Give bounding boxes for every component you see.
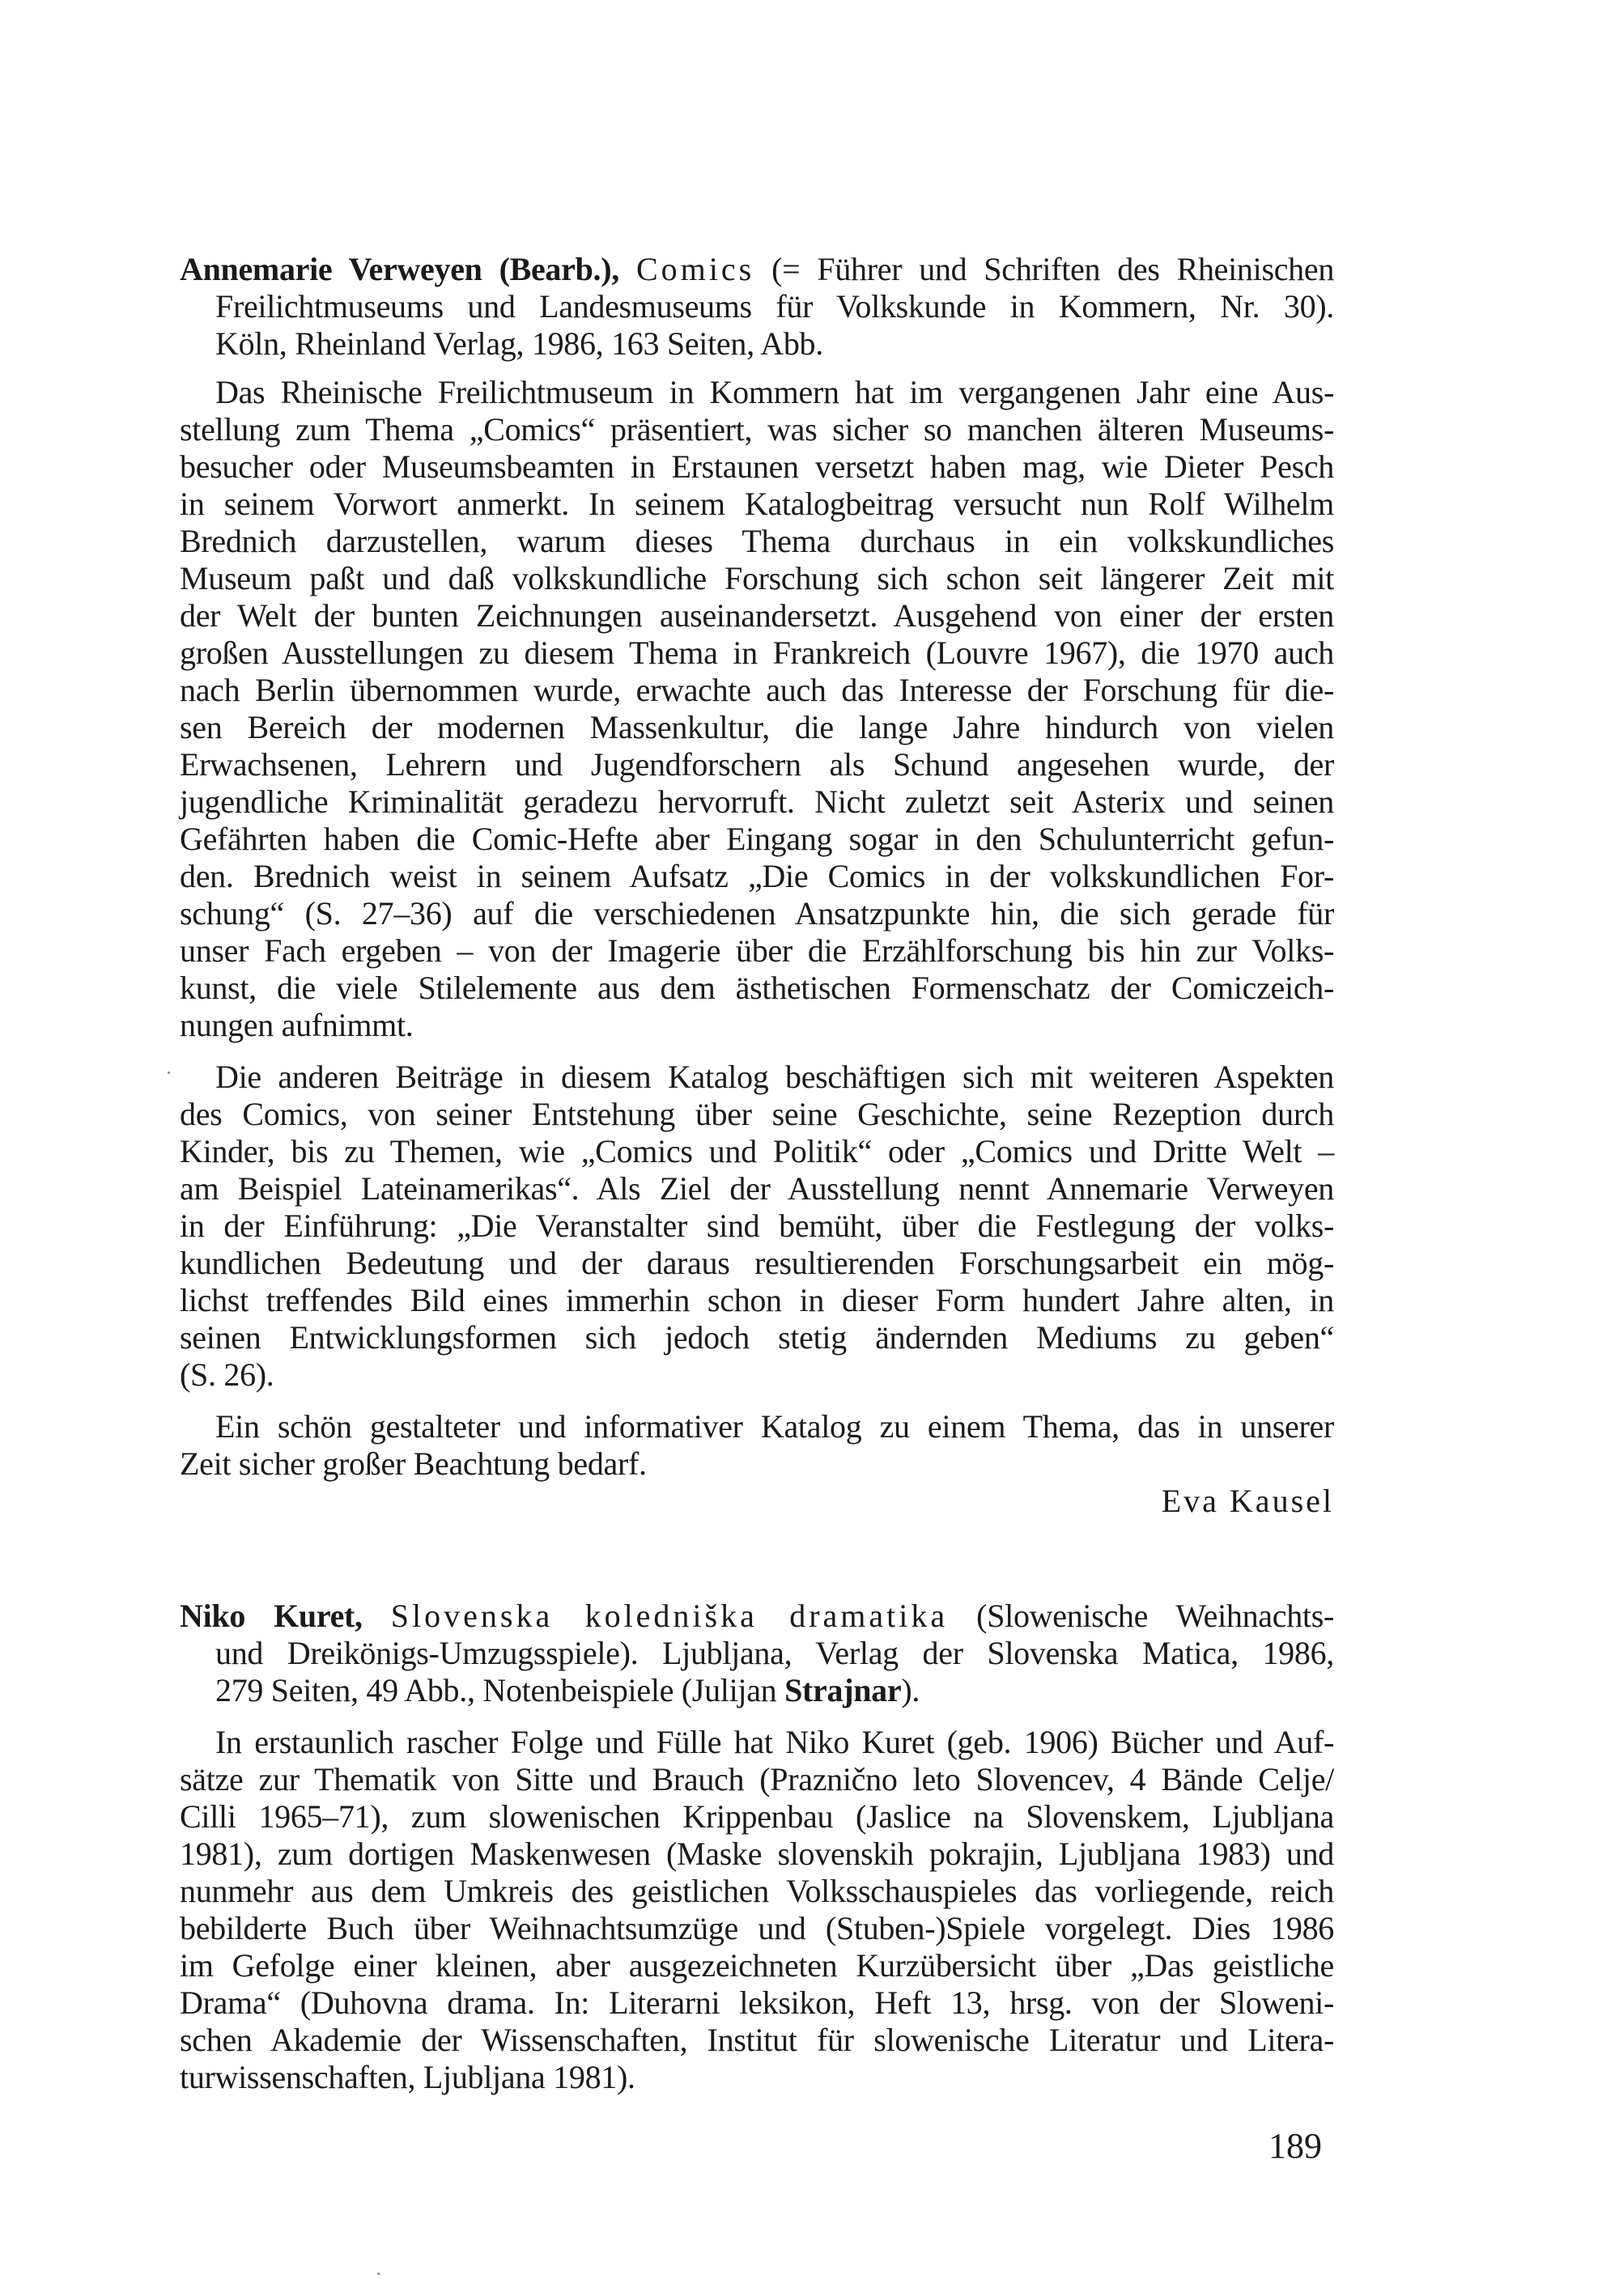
review-2-author: Niko Kuret, [180,1598,363,1634]
review-2-title: Slovenska koledniška dramatika [390,1598,949,1634]
text-line: nunmehr aus dem Umkreis des geistlichen Volksschauspieles das vorliegende, reich [180,1873,1334,1909]
review-1-heading-line-2: Freilichtmuseums und Landesmuseums für Volkskunde in Kommern, Nr. 30). [215,288,1334,325]
review-1 [180,251,1334,1520]
scan-speck [377,2273,380,2275]
review-1-author: Annemarie Verweyen (Bearb.), [180,251,619,287]
text-line: nungen aufnimmt. [180,1007,414,1043]
text-line: Ein schön gestalteter und informativer Katalog zu einem Thema, das in unserer [215,1408,1334,1445]
review-1-heading-line-1 [180,251,1334,288]
text-line: am Beispiel Lateinamerikas“. Als Ziel der Ausstellung nennt Annemarie Verweyen [180,1170,1334,1207]
text-line: schung“ (S. 27–36) auf die verschiedenen Ansatzpunkte hin, die sich gerade für [180,895,1334,932]
text-line: Kinder, bis zu Themen, wie „Comics und Politik“ oder „Comics und Dritte Welt – [180,1133,1334,1169]
text-line: Das Rheinische Freilichtmuseum in Kommern hat im vergangenen Jahr eine Aus- [215,374,1334,410]
review-1-paragraph-2 [180,1059,1334,1394]
text-line: Brednich darzustellen, warum dieses Thema durchaus in ein volkskundliches [180,523,1334,559]
review-2-paragraph-1 [180,1724,1334,2096]
text-line: im Gefolge einer kleinen, aber ausgezeichneten Kurzübersicht über „Das geistliche [180,1947,1334,1984]
text-line: unser Fach ergeben – von der Imagerie über die Erzählforschung bis hin zur Volks- [180,932,1334,969]
text-line: turwissenschaften, Ljubljana 1981). [180,2059,635,2095]
text-line: seinen Entwicklungsformen sich jedoch stetig ändernden Mediums zu geben“ [180,1319,1334,1356]
text-line: Gefährten haben die Comic-Hefte aber Eingang sogar in den Schulunterricht gefun- [180,821,1334,857]
text-line: Cilli 1965–71), zum slowenischen Krippenbau (Jaslice na Slovenskem, Ljubljana [180,1798,1334,1835]
text-line: bebilderte Buch über Weihnachtsumzüge und (Stuben-)Spiele vorgelegt. Dies 1986 [180,1910,1334,1946]
review-1-paragraph-1 [180,374,1334,1044]
review-2-heading-line-2: und Dreikönigs-Umzugsspiele). Ljubljana, Verlag der Slovenska Matica, 1986, [215,1635,1334,1671]
text-line: sen Bereich der modernen Massenkultur, die lange Jahre hindurch von vielen [180,709,1334,745]
page-number: 189 [1268,2126,1322,2166]
text-line: sätze zur Thematik von Sitte und Brauch (Praznično leto Slovencev, 4 Bände Celje/ [180,1761,1334,1797]
review-2-heading-rest: (Slowenische Weihnachts- [976,1598,1335,1634]
review-2-heading-line-1 [180,1598,1334,1635]
text-line: in der Einführung: „Die Veranstalter sind bemüht, über die Festlegung der volks- [180,1207,1334,1244]
review-2 [180,1598,1334,2096]
text-line: Drama“ (Duhovna drama. In: Literarni leksikon, Heft 13, hrsg. von der Sloweni- [180,1984,1334,2021]
text-line: der Welt der bunten Zeichnungen auseinandersetzt. Ausgehend von einer der ersten [180,597,1334,634]
text-line: kundlichen Bedeutung und der daraus resultierenden Forschungsarbeit ein mög- [180,1245,1334,1281]
text-line: nach Berlin übernommen wurde, erwachte auch das Interesse der Forschung für die- [180,672,1334,708]
review-1-title: Comics [635,251,755,287]
text-line: Die anderen Beiträge in diesem Katalog beschäftigen sich mit weiteren Aspekten [215,1059,1334,1095]
text-line: schen Akademie der Wissenschaften, Institut für slowenische Literatur und Litera- [180,2022,1334,2058]
review-1-paragraph-3 [180,1408,1334,1483]
text-line: jugendliche Kriminalität geradezu hervorruft. Nicht zuletzt seit Asterix und seinen [180,783,1334,820]
review-2-heading-line-3 [180,1672,1334,1709]
review-2-heading-line-3-pre: 279 Seiten, 49 Abb., Notenbeispiele (Julijan [215,1672,785,1708]
text-line: kunst, die viele Stilelemente aus dem ästhetischen Formenschatz der Comiczeich- [180,970,1334,1006]
text-line: In erstaunlich rascher Folge und Fülle hat Niko Kuret (geb. 1906) Bücher und Auf- [215,1724,1334,1760]
text-line: des Comics, von seiner Entstehung über seine Geschichte, seine Rezeption durch [180,1096,1334,1132]
text-line: lichst treffendes Bild eines immerhin schon in dieser Form hundert Jahre alten, in [180,1282,1334,1318]
scan-speck [168,1072,170,1074]
review-1-heading-line-3: Köln, Rheinland Verlag, 1986, 163 Seiten, Abb. [215,325,823,362]
text-line: 1981), zum dortigen Maskenwesen (Maske slovenskih pokrajin, Ljubljana 1983) und [180,1836,1334,1872]
text-line: besucher oder Museumsbeamten in Erstaunen versetzt haben mag, wie Dieter Pesch [180,448,1334,485]
review-2-heading-line-3-post: ). [901,1672,920,1708]
review-1-heading-rest: (= Führer und Schriften des Rheinischen [771,251,1335,287]
text-line: den. Brednich weist in seinem Aufsatz „Die Comics in der volkskundlichen For- [180,858,1334,894]
text-line: Erwachsenen, Lehrern und Jugendforschern als Schund angesehen wurde, der [180,746,1334,783]
text-line: großen Ausstellungen zu diesem Thema in Frankreich (Louvre 1967), die 1970 auch [180,634,1334,671]
text-line: stellung zum Thema „Comics“ präsentiert, was sicher so manchen älteren Museums- [180,411,1334,448]
text-line: (S. 26). [180,1356,274,1393]
book-page [180,251,1334,2096]
text-line: in seinem Vorwort anmerkt. In seinem Katalogbeitrag versucht nun Rolf Wilhelm [180,486,1334,522]
text-line: Museum paßt und daß volkskundliche Forschung sich schon seit längerer Zeit mit [180,560,1334,596]
text-line: Zeit sicher großer Beachtung bedarf. [180,1445,647,1482]
review-1-signature: Eva Kausel [1161,1483,1334,1519]
review-2-heading-line-3-bold: Strajnar [784,1672,902,1708]
